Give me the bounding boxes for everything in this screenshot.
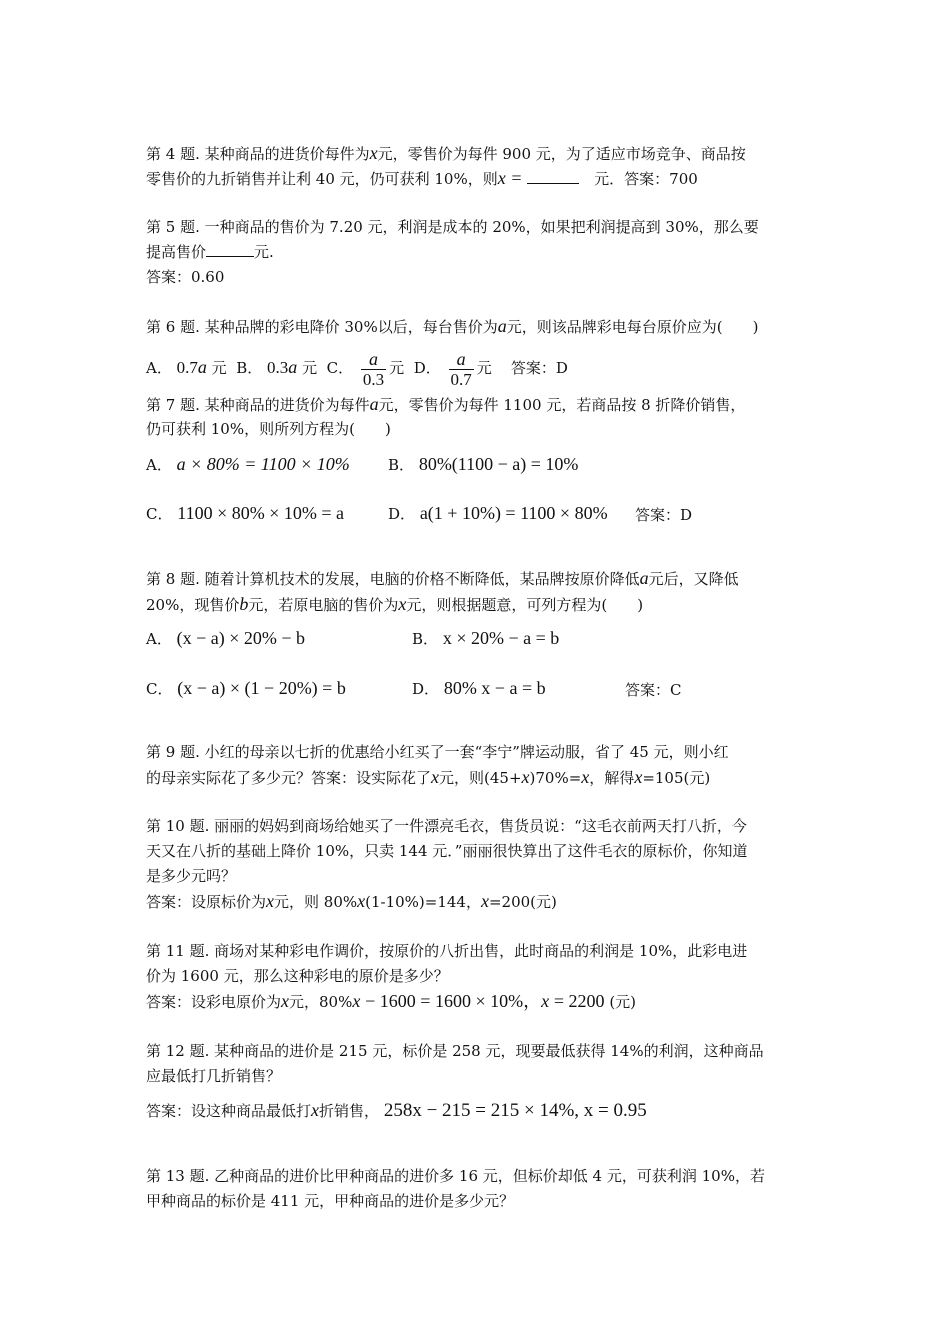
- var-x: x: [634, 767, 643, 787]
- q4-answer: 元．答案：700: [594, 170, 698, 188]
- q8-option-d: [412, 678, 546, 699]
- q10-line-1: 第 10 题. 丽丽的妈妈到商场给她买了一件漂亮毛衣，售货员说：“这毛衣前两天打八折，今: [146, 817, 747, 835]
- q7-line-1: [146, 394, 745, 415]
- q10-line-3: 是多少元吗？: [146, 867, 237, 885]
- equation: = 2200: [553, 991, 605, 1011]
- var-x: x: [281, 991, 290, 1011]
- q5-text: 提高售价: [146, 243, 207, 261]
- q8-line-2: [146, 594, 643, 615]
- option-c-label: C．: [146, 505, 173, 523]
- option-c-label: C．: [326, 359, 354, 377]
- option-b-label: B．: [236, 359, 263, 377]
- var-x: x: [311, 1100, 320, 1120]
- q10-line-2: 天又在八折的基础上降价 10%，只卖 144 元．”丽丽很快算出了这件毛衣的原标价，你知道: [146, 842, 748, 860]
- q12-text: 答案：设这种商品最低打: [146, 1102, 312, 1120]
- var-x: x: [398, 594, 407, 614]
- var-a: a: [369, 394, 379, 414]
- var-x: x: [357, 891, 366, 911]
- var-x: x: [266, 891, 275, 911]
- option-b-coef: 0.3: [267, 358, 289, 377]
- q4-line-1: [146, 143, 746, 164]
- q8-text: 第 8 题. 随着计算机技术的发展，电脑的价格不断降低，某品牌按原价降低: [146, 570, 640, 588]
- option-d-equation: a(1 + 10%) = 1100 × 80%: [419, 503, 608, 523]
- fraction-numerator: a: [369, 348, 379, 369]
- q10-text: 答案：设原标价为: [146, 893, 267, 911]
- q10-answer: [146, 891, 557, 912]
- q8-text: 元，则根据题意，可列方程为( ): [406, 596, 644, 614]
- var-x: x: [352, 991, 361, 1011]
- option-c-unit: 元: [389, 359, 405, 377]
- var-x: x: [369, 143, 378, 163]
- q13-line-2: 甲种商品的标价是 411 元，甲种商品的进价是多少元？: [146, 1192, 515, 1210]
- q9-text: =105(元): [642, 769, 711, 787]
- equation: 258x − 215 = 215 × 14%, x = 0.95: [383, 1100, 647, 1121]
- q7-line-2: 仍可获利 10%，则所列方程为( ): [146, 420, 391, 438]
- fraction-denominator: 0.3: [362, 369, 385, 389]
- q12-text: 折销售，: [319, 1102, 380, 1120]
- option-d-label: D．: [412, 680, 440, 698]
- q8-text: 20%，现售价: [146, 596, 240, 614]
- fraction-denominator: 0.7: [450, 369, 472, 389]
- q11-text: (元): [609, 993, 637, 1011]
- q8-text: 元后，又降低: [648, 570, 739, 588]
- equation-x: x =: [497, 168, 523, 188]
- q8-line-1: [146, 568, 739, 589]
- q4-text: 零售价的九折销售并让利 40 元，仍可获利 10%，则: [146, 170, 498, 188]
- q11-line-1: 第 11 题. 商场对某种彩电作调价，按原价的八折出售，此时商品的利润是 10%，此彩电进: [146, 942, 748, 960]
- q9-text: )70%=: [529, 769, 582, 787]
- answer-blank[interactable]: [527, 170, 579, 184]
- q5-text: 元.: [254, 243, 274, 261]
- option-d-fraction: [449, 349, 474, 390]
- q7-option-d: [388, 503, 608, 524]
- q10-text: 元，则 80%: [274, 893, 358, 911]
- option-d-unit: 元: [476, 359, 492, 377]
- q6-text: 第 6 题. 某种品牌的彩电降价 30%以后，每台售价为: [146, 318, 498, 336]
- q8-answer: 答案：C: [625, 681, 682, 699]
- q5-answer: 答案：0.60: [146, 268, 225, 286]
- q11-text: 元，80%: [289, 993, 353, 1011]
- q5-line-1: 第 5 题. 一种商品的售价为 7.20 元，利润是成本的 20%，如果把利润提高到 30%，那么要: [146, 218, 759, 236]
- option-d-equation: 80% x − a = b: [443, 678, 546, 698]
- var-x: x: [521, 767, 530, 787]
- option-a-label: A．: [146, 630, 172, 648]
- q6-stem: [146, 316, 758, 337]
- q6-options: [146, 345, 568, 389]
- option-b-var: a: [288, 357, 298, 377]
- option-b-label: B．: [412, 630, 439, 648]
- q7-text: 元，零售价为每件 1100 元，若商品按 8 折降价销售，: [378, 396, 746, 414]
- q10-text: =200(元): [488, 893, 557, 911]
- equation: − 1600 = 1600 × 10%，: [365, 991, 542, 1011]
- option-a-equation: a × 80% = 1100 × 10%: [176, 454, 350, 474]
- option-b-equation: x × 20% − a = b: [442, 628, 560, 648]
- option-a-label: A．: [146, 359, 172, 377]
- option-c-equation: (x − a) × (1 − 20%) = b: [177, 678, 346, 698]
- option-a-label: A．: [146, 456, 172, 474]
- var-x: x: [431, 767, 440, 787]
- q4-text: 元，零售价为每件 900 元，为了适应市场竞争、商品按: [377, 145, 746, 163]
- q4-text: 第 4 题. 某种商品的进货价每件为: [146, 145, 370, 163]
- q9-text: ，解得: [589, 769, 635, 787]
- option-b-unit: 元: [302, 359, 318, 377]
- q11-answer: [146, 991, 636, 1012]
- q8-text: 元，若原电脑的售价为: [248, 596, 399, 614]
- q8-option-c: [146, 678, 346, 699]
- q12-line-1: 第 12 题. 某种商品的进价是 215 元，标价是 258 元，现要最低获得 14%的利润，这种商品: [146, 1042, 764, 1060]
- var-a: a: [639, 568, 649, 588]
- option-b-label: B．: [388, 456, 415, 474]
- q11-line-2: 价为 1600 元，那么这种彩电的原价是多少？: [146, 967, 449, 985]
- option-c-equation: 1100 × 80% × 10% = a: [177, 503, 345, 523]
- var-b: b: [239, 594, 249, 614]
- q5-line-2: [146, 242, 274, 262]
- q13-line-1: 第 13 题. 乙种商品的进价比甲种商品的进价多 16 元，但标价却低 4 元，可获利润 10%，若: [146, 1167, 765, 1185]
- option-a-unit: 元: [211, 359, 227, 377]
- q8-option-b: [412, 628, 559, 649]
- q7-option-a: [146, 454, 350, 475]
- q6-answer: 答案：D: [510, 359, 568, 377]
- q8-option-a: [146, 628, 305, 649]
- q12-answer: [146, 1100, 647, 1121]
- q9-text: 元，则(45+: [439, 769, 522, 787]
- q12-line-2: 应最低打几折销售？: [146, 1067, 282, 1085]
- option-d-label: D．: [388, 505, 416, 523]
- option-b-equation: 80%(1100 − a) = 10%: [418, 454, 579, 474]
- q6-text: 元，则该品牌彩电每台原价应为( ): [506, 318, 759, 336]
- q11-text: 答案：设彩电原价为: [146, 993, 282, 1011]
- option-a-coef: 0.7: [176, 358, 198, 377]
- var-x: x: [581, 767, 590, 787]
- q10-text: (1-10%)=144，: [365, 893, 481, 911]
- var-a: a: [497, 316, 507, 336]
- q9-line-2: [146, 767, 710, 788]
- q4-line-2: [146, 168, 698, 189]
- q7-text: 第 7 题. 某种商品的进货价为每件: [146, 396, 370, 414]
- fraction-numerator: a: [456, 348, 466, 369]
- option-d-label: D．: [413, 359, 441, 377]
- q7-option-b: [388, 454, 578, 475]
- q7-answer: 答案：D: [635, 506, 693, 524]
- var-x: x: [480, 891, 489, 911]
- var-x: x: [541, 991, 550, 1011]
- option-c-label: C．: [146, 680, 173, 698]
- option-a-var: a: [197, 357, 207, 377]
- answer-blank[interactable]: [206, 243, 254, 257]
- q9-text: 的母亲实际花了多少元？答案：设实际花了: [146, 769, 432, 787]
- option-c-fraction: [361, 349, 386, 390]
- q7-option-c: [146, 503, 344, 524]
- q9-line-1: 第 9 题. 小红的母亲以七折的优惠给小红买了一套“李宁”牌运动服，省了 45 元，则小红: [146, 743, 729, 761]
- option-a-equation: (x − a) × 20% − b: [176, 628, 306, 648]
